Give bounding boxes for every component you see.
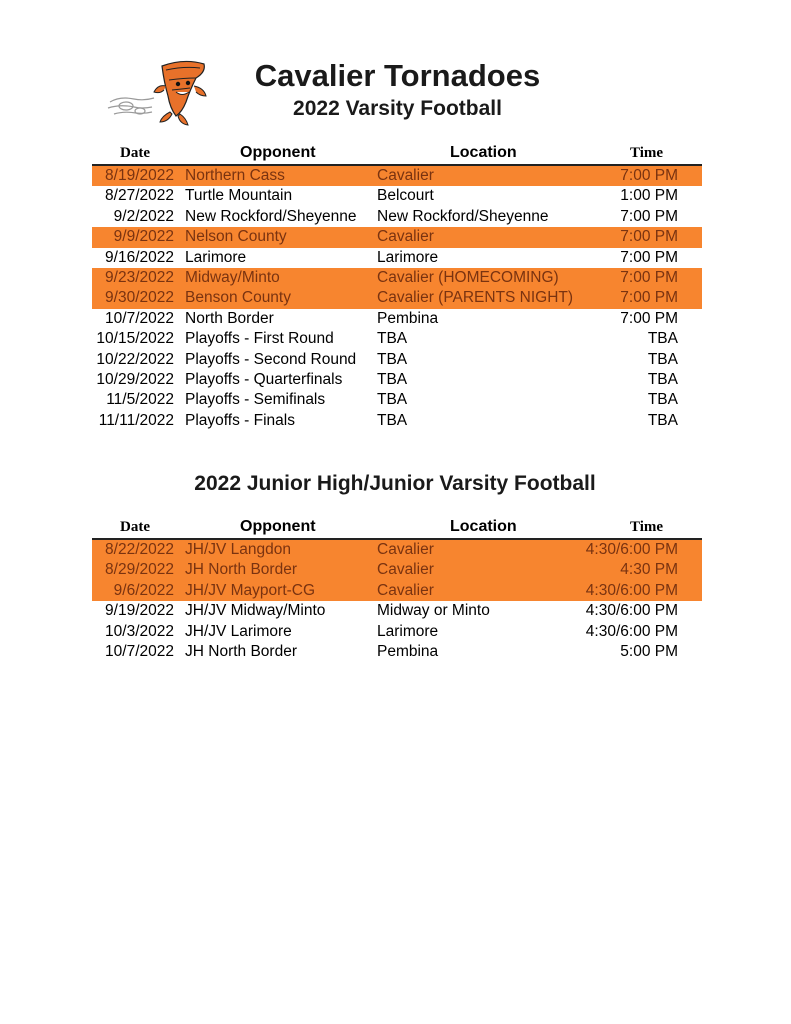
date-cell: 9/2/2022 [113, 207, 174, 225]
date-cell: 10/29/2022 [96, 370, 174, 388]
date-cell: 8/22/2022 [105, 541, 174, 558]
time-cell: TBA [647, 391, 678, 409]
opponent-cell: Larimore [185, 248, 247, 266]
time-column-header: Time [630, 145, 664, 161]
location-cell: Midway or Minto [377, 602, 490, 620]
location-column-header: Location [450, 518, 517, 535]
opponent-cell: Playoffs - Quarterfinals [185, 370, 343, 388]
date-cell: 10/7/2022 [105, 642, 174, 660]
opponent-cell: Playoffs - Finals [185, 411, 295, 429]
location-cell: TBA [377, 411, 408, 429]
opponent-cell: JH/JV Mayport-CG [185, 581, 316, 599]
varsity-subtitle: 2022 Varsity Football [293, 97, 502, 120]
time-cell: 4:30 PM [620, 561, 678, 579]
opponent-cell: JH North Border [185, 642, 297, 660]
date-column-header: Date [120, 145, 150, 161]
location-column-header: Location [450, 144, 517, 161]
table-row [92, 207, 702, 227]
table-row [92, 581, 702, 601]
date-cell: 9/19/2022 [105, 602, 174, 620]
location-cell: Pembina [377, 309, 439, 327]
time-cell: 4:30/6:00 PM [585, 622, 678, 640]
time-cell: 7:00 PM [620, 268, 678, 286]
location-cell: Cavalier [377, 167, 434, 184]
time-cell: 5:00 PM [620, 642, 678, 660]
time-cell: 7:00 PM [620, 248, 678, 266]
date-cell: 8/27/2022 [105, 187, 174, 205]
location-cell: Cavalier (HOMECOMING) [377, 268, 559, 286]
location-cell: Belcourt [377, 187, 434, 205]
opponent-cell: New Rockford/Sheyenne [185, 207, 357, 225]
table-row [92, 166, 702, 186]
opponent-cell: Playoffs - First Round [185, 330, 334, 348]
opponent-cell: JH/JV Midway/Minto [185, 602, 326, 620]
date-cell: 8/19/2022 [105, 167, 174, 184]
time-cell: TBA [647, 370, 678, 388]
page-title: Cavalier Tornadoes [254, 58, 541, 93]
location-cell: TBA [377, 350, 408, 368]
location-cell: TBA [377, 370, 408, 388]
location-cell: Pembina [377, 642, 439, 660]
time-cell: 7:00 PM [620, 167, 678, 184]
table-row [92, 268, 702, 288]
jv-schedule-table [92, 518, 702, 662]
table-header [92, 518, 702, 540]
location-cell: TBA [377, 330, 408, 348]
table-row [92, 309, 702, 329]
time-cell: 4:30/6:00 PM [585, 581, 678, 599]
date-cell: 9/9/2022 [113, 228, 174, 246]
opponent-cell: JH North Border [185, 561, 297, 579]
location-cell: Cavalier [377, 228, 434, 246]
time-cell: 7:00 PM [620, 289, 678, 307]
opponent-cell: Midway/Minto [185, 268, 280, 286]
opponent-column-header: Opponent [240, 518, 316, 535]
opponent-cell: JH/JV Langdon [185, 541, 291, 558]
location-cell: TBA [377, 391, 408, 409]
opponent-cell: Northern Cass [185, 167, 285, 184]
table-row [92, 411, 702, 431]
varsity-rows [92, 166, 702, 431]
opponent-cell: North Border [185, 309, 274, 327]
location-cell: Cavalier [377, 561, 434, 579]
location-cell: Larimore [377, 622, 439, 640]
table-row [92, 540, 702, 560]
date-cell: 9/30/2022 [105, 289, 174, 307]
location-cell: Cavalier [377, 541, 434, 558]
opponent-cell: Nelson County [185, 228, 287, 246]
date-cell: 11/5/2022 [106, 391, 174, 409]
opponent-cell: Playoffs - Semifinals [185, 391, 326, 409]
time-cell: 4:30/6:00 PM [585, 602, 678, 620]
time-cell: 7:00 PM [620, 207, 678, 225]
date-cell: 9/16/2022 [105, 248, 174, 266]
opponent-cell: JH/JV Larimore [185, 622, 292, 640]
time-column-header: Time [630, 519, 664, 535]
date-cell: 10/15/2022 [96, 330, 174, 348]
date-cell: 10/7/2022 [105, 309, 174, 327]
date-cell: 11/11/2022 [98, 411, 174, 429]
varsity-schedule-table [92, 144, 702, 431]
date-column-header: Date [120, 519, 150, 535]
table-row [92, 390, 702, 410]
table-row [92, 288, 702, 308]
table-row [92, 350, 702, 370]
opponent-column-header: Opponent [240, 144, 316, 161]
table-row [92, 186, 702, 206]
time-cell: 7:00 PM [620, 309, 678, 327]
time-cell: 7:00 PM [620, 228, 678, 246]
location-cell: New Rockford/Sheyenne [377, 207, 549, 225]
date-cell: 9/23/2022 [105, 268, 174, 286]
table-header [92, 144, 702, 166]
date-cell: 9/6/2022 [113, 581, 174, 599]
opponent-cell: Benson County [185, 289, 291, 307]
table-row [92, 642, 702, 662]
time-cell: TBA [647, 411, 678, 429]
location-cell: Larimore [377, 248, 439, 266]
table-row [92, 227, 702, 247]
jv-section-title: 2022 Junior High/Junior Varsity Football [194, 472, 596, 495]
table-row [92, 601, 702, 621]
time-cell: TBA [647, 350, 678, 368]
table-row [92, 370, 702, 390]
table-row [92, 560, 702, 580]
location-cell: Cavalier [377, 581, 434, 599]
location-cell: Cavalier (PARENTS NIGHT) [377, 289, 574, 307]
table-row [92, 622, 702, 642]
date-cell: 10/22/2022 [96, 350, 174, 368]
table-row [92, 248, 702, 268]
date-cell: 8/29/2022 [105, 561, 174, 579]
jv-rows [92, 540, 702, 662]
date-cell: 10/3/2022 [105, 622, 174, 640]
table-row [92, 329, 702, 349]
opponent-cell: Turtle Mountain [185, 187, 293, 205]
time-cell: 1:00 PM [620, 187, 678, 205]
opponent-cell: Playoffs - Second Round [185, 350, 357, 368]
time-cell: 4:30/6:00 PM [585, 541, 678, 558]
time-cell: TBA [647, 330, 678, 348]
